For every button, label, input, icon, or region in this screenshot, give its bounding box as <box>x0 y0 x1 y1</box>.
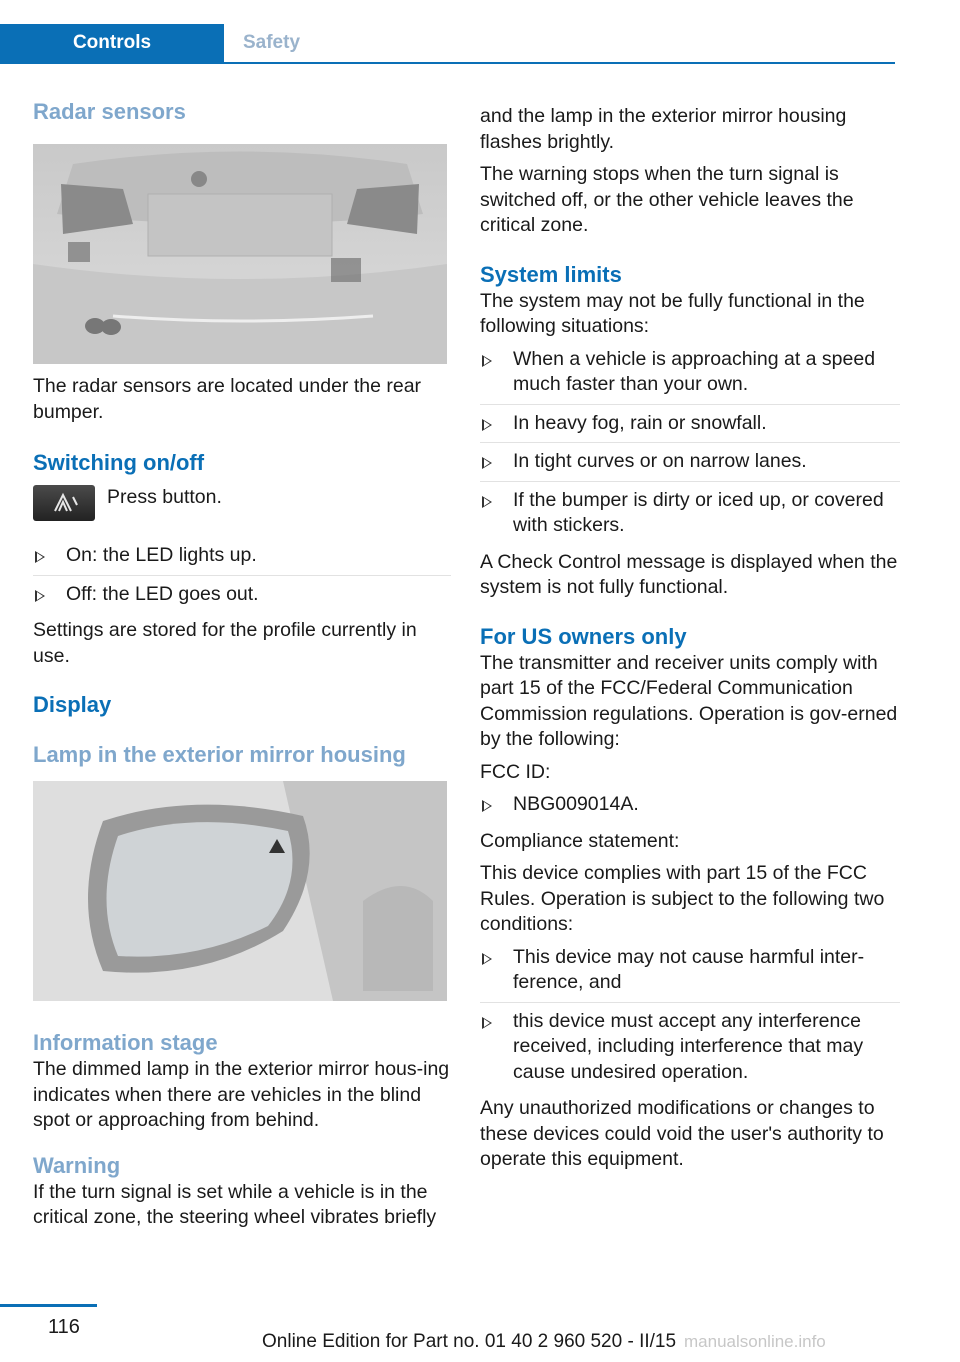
list-item: In heavy fog, rain or snowfall. <box>480 411 900 444</box>
tab-controls[interactable]: Controls <box>0 24 224 62</box>
warning-text: If the turn signal is set while a vehicle is in the critical zone, the steering wheel vibrates briefly <box>33 1180 437 1228</box>
switch-list <box>33 543 451 613</box>
triangle-bullet-icon <box>482 953 492 965</box>
check-control-text: A Check Control message is displayed when the system is not fully functional. <box>480 550 898 598</box>
triangle-bullet-icon <box>482 419 492 431</box>
heading-system-limits: System limits <box>480 261 622 287</box>
heading-us-owners: For US owners only <box>480 623 687 649</box>
press-button-text: Press button. <box>107 486 222 508</box>
heading-lamp: Lamp in the exterior mirror housing <box>33 742 406 767</box>
triangle-bullet-icon <box>35 551 45 563</box>
list-item: This device may not cause harmful inter-ference, and <box>480 945 900 1003</box>
fcc-id-label: FCC ID: <box>480 760 551 783</box>
triangle-bullet-icon <box>482 457 492 469</box>
info-text: The dimmed lamp in the exterior mirror hous-ing indicates when there are vehicles in the blind spot or approaching from behind. <box>33 1058 450 1131</box>
rear-bumper-image <box>33 144 447 364</box>
heading-information-stage: Information stage <box>33 1030 218 1055</box>
exterior-mirror-image <box>33 781 447 1001</box>
button-row <box>33 485 451 529</box>
settings-text: Settings are stored for the profile currently in use. <box>33 619 417 667</box>
triangle-bullet-icon <box>482 800 492 812</box>
us-text: The transmitter and receiver units comply with part 15 of the FCC/Federal Communication Commission regulations. Operation is gov-erned by the following: <box>480 651 898 750</box>
list-item: In tight curves or on narrow lanes. <box>480 449 900 482</box>
header-tabs <box>0 24 895 64</box>
page-number: 116 <box>48 1316 80 1338</box>
heading-display: Display <box>33 692 112 717</box>
continued-text: and the lamp in the exterior mirror housing flashes brightly. <box>480 105 847 153</box>
triangle-bullet-icon <box>482 1017 492 1029</box>
right-column <box>480 104 900 1180</box>
radar-caption: The radar sensors are located under the rear bumper. <box>33 375 422 423</box>
fcc-list <box>480 792 900 824</box>
triangle-bullet-icon <box>35 590 45 602</box>
footer-rule <box>0 1304 97 1307</box>
heading-warning: Warning <box>33 1152 121 1178</box>
warning-stops-text: The warning stops when the turn signal is switched off, or the other vehicle leaves the critical zone. <box>480 163 854 236</box>
list-item: this device must accept any interference received, including interference that may cause undesired operation. <box>480 1009 900 1092</box>
watermark-text: manualsonline.info <box>684 1332 826 1351</box>
limits-list <box>480 347 900 545</box>
blind-spot-button-icon[interactable] <box>33 485 95 521</box>
edition-text: Online Edition for Part no. 01 40 2 960 520 - II/15 <box>262 1331 677 1352</box>
heading-switching: Switching on/off <box>33 450 205 475</box>
unauthorized-text: Any unauthorized modifications or changes to these devices could void the user's authority to operate this equipment. <box>480 1097 884 1170</box>
conditions-list <box>480 945 900 1092</box>
compliance-text: This device complies with part 15 of the FCC Rules. Operation is subject to the following two conditions: <box>480 862 885 935</box>
list-item: On: the LED lights up. <box>33 543 451 576</box>
list-item: If the bumper is dirty or iced up, or covered with stickers. <box>480 488 900 545</box>
compliance-label: Compliance statement: <box>480 829 680 852</box>
limits-intro: The system may not be fully functional in the following situations: <box>480 289 865 337</box>
heading-radar-sensors: Radar sensors <box>33 99 186 124</box>
list-item: Off: the LED goes out. <box>33 582 451 614</box>
list-item: NBG009014A. <box>480 792 900 824</box>
list-item: When a vehicle is approaching at a speed much faster than your own. <box>480 347 900 405</box>
triangle-bullet-icon <box>482 496 492 508</box>
tab-safety[interactable]: Safety <box>242 32 301 53</box>
triangle-bullet-icon <box>482 355 492 367</box>
left-column <box>33 98 451 1238</box>
